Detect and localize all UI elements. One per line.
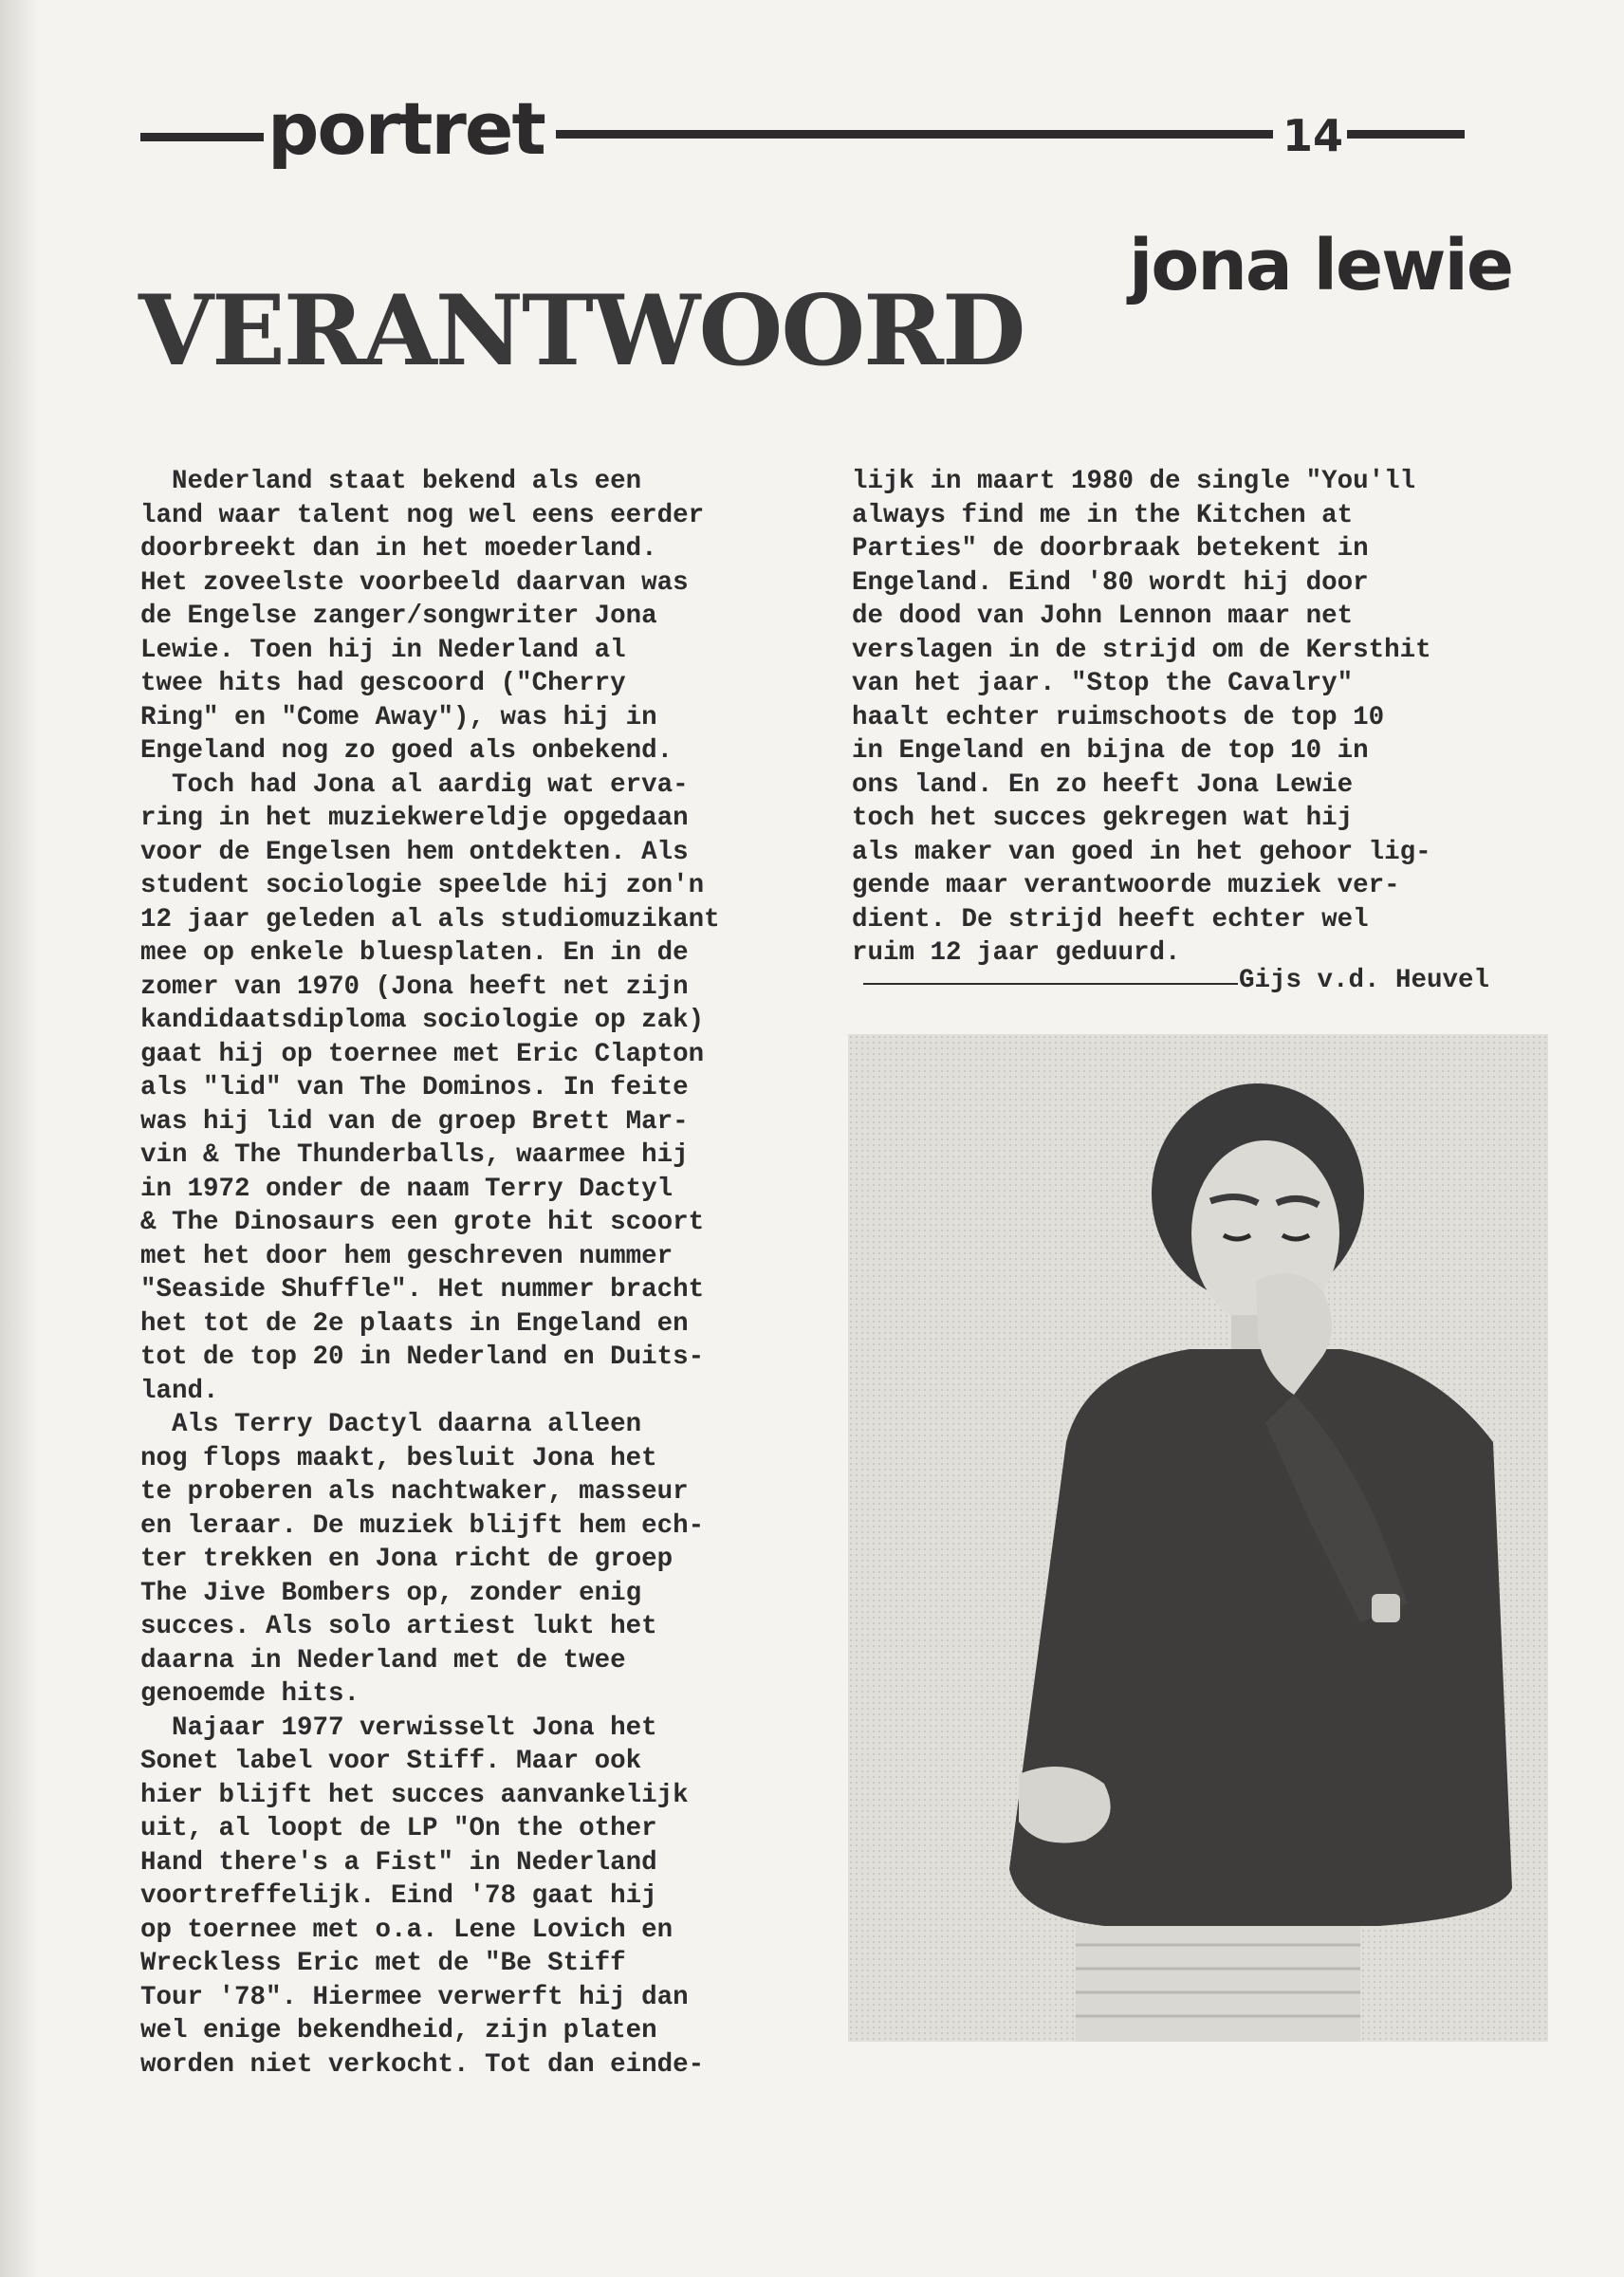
article-line: voortreffelijk. Eind '78 gaat hij <box>140 1881 657 1911</box>
header-rule-middle <box>556 130 1273 139</box>
article-line: Najaar 1977 verwisselt Jona het <box>140 1712 657 1743</box>
article-line: ruim 12 jaar geduurd. <box>852 938 1181 968</box>
byline: Gijs v.d. Heuvel <box>1239 966 1490 995</box>
article-line: de dood van John Lennon maar net <box>852 602 1354 631</box>
article-line: uit, al loopt de LP "On the other <box>140 1814 657 1843</box>
article-line: "Seaside Shuffle". Het nummer bracht <box>140 1275 705 1305</box>
article-line: de Engelse zanger/songwriter Jona <box>140 602 657 631</box>
article-headline: VERANTWOORD <box>138 274 1024 388</box>
portrait-illustration <box>848 1034 1548 2042</box>
article-line: daarna in Nederland met de twee <box>140 1645 626 1675</box>
article-line: was hij lid van de groep Brett Mar- <box>140 1106 689 1137</box>
article-line: genoemde hits. <box>140 1679 360 1709</box>
article-line: nog flops maakt, besluit Jona het <box>140 1443 657 1473</box>
article-line: Wreckless Eric met de "Be Stiff <box>140 1949 626 1978</box>
article-line: verslagen in de strijd om de Kersthit <box>852 635 1431 665</box>
article-line: in 1972 onder de naam Terry Dactyl <box>140 1174 674 1204</box>
article-line: Engeland. Eind '80 wordt hij door <box>852 567 1369 598</box>
article-line: met het door hem geschreven nummer <box>140 1241 674 1271</box>
article-right-column <box>852 465 1506 971</box>
article-line: twee hits had gescoord ("Cherry <box>140 669 626 698</box>
article-line: lijk in maart 1980 de single "You'll <box>852 467 1416 496</box>
article-line: worden niet verkocht. Tot dan einde- <box>140 2049 705 2080</box>
article-line: haalt echter ruimschoots de top 10 <box>852 702 1385 732</box>
article-line: ter trekken en Jona richt de groep <box>140 1545 674 1574</box>
article-line: zomer van 1970 (Jona heeft net zijn <box>140 972 689 1002</box>
article-line: Nederland staat bekend als een <box>140 467 642 496</box>
article-line: Hand there's a Fist" in Nederland <box>140 1847 657 1878</box>
article-line: mee op enkele bluesplaten. En in de <box>140 938 689 968</box>
article-line: wel enige bekendheid, zijn platen <box>140 2016 657 2046</box>
article-line: Tour '78". Hiermee verwerft hij dan <box>140 1982 689 2012</box>
article-line: dient. De strijd heeft echter wel <box>852 904 1369 935</box>
article-line: ons land. En zo heeft Jona Lewie <box>852 769 1354 800</box>
article-line: always find me in the Kitchen at <box>852 500 1354 530</box>
article-line: hier blijft het succes aanvankelijk <box>140 1780 689 1810</box>
article-line: op toernee met o.a. Lene Lovich en <box>140 1915 674 1945</box>
article-line: als "lid" van The Dominos. In feite <box>140 1073 689 1102</box>
page-number: 14 <box>1283 110 1344 161</box>
article-line: 12 jaar geleden al als studiomuzikant <box>140 904 720 935</box>
article-line: het tot de 2e plaats in Engeland en <box>140 1308 689 1339</box>
article-line: The Jive Bombers op, zonder enig <box>140 1578 642 1608</box>
page-binding-edge <box>0 0 38 2277</box>
article-line: Het zoveelste voorbeeld daarvan was <box>140 567 689 598</box>
article-line: te proberen als nachtwaker, masseur <box>140 1477 689 1507</box>
article-line: en leraar. De muziek blijft hem ech- <box>140 1510 705 1541</box>
article-line: succes. Als solo artiest lukt het <box>140 1612 657 1641</box>
article-line: ring in het muziekwereldje opgedaan <box>140 804 689 833</box>
article-line: voor de Engelsen hem ontdekten. Als <box>140 837 689 867</box>
article-line: in Engeland en bijna de top 10 in <box>852 736 1369 766</box>
article-line: gaat hij op toernee met Eric Clapton <box>140 1039 705 1069</box>
article-line: Lewie. Toen hij in Nederland al <box>140 635 626 665</box>
article-subject: jona lewie <box>1129 225 1513 306</box>
article-line: Toch had Jona al aardig wat erva- <box>140 769 689 800</box>
article-line: vin & The Thunderballs, waarmee hij <box>140 1140 689 1170</box>
article-line: Parties" de doorbraak betekent in <box>852 534 1369 564</box>
byline-rule <box>863 983 1238 985</box>
article-line: land. <box>140 1376 219 1406</box>
article-line: Sonet label voor Stiff. Maar ook <box>140 1747 642 1776</box>
article-left-column <box>140 465 795 2082</box>
article-line: gende maar verantwoorde muziek ver- <box>852 871 1400 900</box>
article-line: land waar talent nog wel eens eerder <box>140 500 705 530</box>
article-line: & The Dinosaurs een grote hit scoort <box>140 1208 705 1237</box>
article-line: Ring" en "Come Away"), was hij in <box>140 702 657 732</box>
article-line: Als Terry Dactyl daarna alleen <box>140 1410 642 1439</box>
article-line: student sociologie speelde hij zon'n <box>140 871 705 900</box>
article-line: tot de top 20 in Nederland en Duits- <box>140 1342 705 1372</box>
article-line: Engeland nog zo goed als onbekend. <box>140 736 674 766</box>
article-line: kandidaatsdiploma sociologie op zak) <box>140 1006 705 1035</box>
article-line: toch het succes gekregen wat hij <box>852 804 1354 833</box>
article-line: als maker van goed in het gehoor lig- <box>852 837 1431 867</box>
header-rule-left <box>140 133 264 141</box>
article-line: doorbreekt dan in het moederland. <box>140 534 657 564</box>
header-rule-right <box>1347 130 1465 139</box>
portrait-photo <box>848 1034 1548 2042</box>
article-line: van het jaar. "Stop the Cavalry" <box>852 669 1354 698</box>
section-title: portret <box>268 86 544 171</box>
